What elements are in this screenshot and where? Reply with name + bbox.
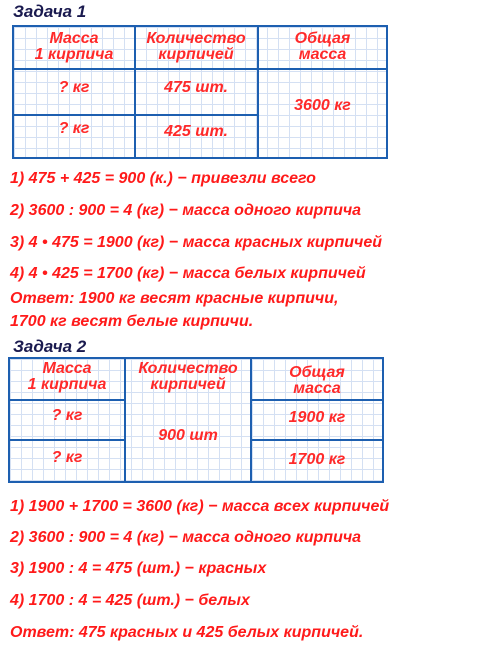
task1-table — [12, 25, 388, 159]
task1-header-count-line2: кирпичей — [158, 46, 234, 63]
task1-header-total-line2: масса — [298, 46, 347, 63]
task1-answer-line-2: 1700 кг весят белые кирпичи. — [10, 313, 254, 330]
task1-header-total-line1: Общая — [294, 30, 351, 47]
task2-header-count-line1: Количество — [138, 360, 238, 377]
task2-cell-mass-2: ? кг — [51, 449, 83, 466]
task2-cell-count: 900 шт — [158, 427, 218, 444]
task2-solution-step-4: 4) 1700 : 4 = 425 (шт.) − белых — [10, 592, 250, 609]
task2-table — [8, 357, 384, 483]
task1-header-total — [259, 31, 386, 63]
task2-cell-total-2: 1700 кг — [288, 451, 346, 468]
task1-header-mass-line2: 1 кирпича — [34, 46, 114, 63]
task2-header-total-line1: Общая — [289, 364, 345, 381]
task1-header-count — [135, 31, 257, 63]
task2-solution-step-1: 1) 1900 + 1700 = 3600 (кг) − масса всех кирпичей — [10, 498, 390, 515]
task2-header-count — [126, 361, 250, 393]
task2-divider — [10, 399, 124, 401]
task2-solution-step-3: 3) 1900 : 4 = 475 (шт.) − красных — [10, 560, 267, 577]
task1-divider — [14, 114, 257, 116]
task1-header-mass-line1: Масса — [49, 30, 99, 47]
task1-cell-mass-1: ? кг — [58, 79, 90, 96]
task2-cell-total-1: 1900 кг — [288, 409, 346, 426]
task2-solution-step-2: 2) 3600 : 900 = 4 (кг) − масса одного кирпича — [10, 529, 362, 546]
task2-header-mass-line1: Масса — [42, 360, 92, 377]
task2-divider — [250, 399, 382, 401]
task1-cell-count-2: 425 шт. — [164, 123, 228, 140]
task2-header-total — [252, 365, 382, 397]
task2-cell-mass-1: ? кг — [51, 407, 83, 424]
task2-title: Задача 2 — [13, 337, 87, 356]
task2-header-total-line2: масса — [293, 380, 341, 397]
task1-solution-step-4: 4) 4 • 425 = 1700 (кг) − масса белых кирпичей — [10, 265, 366, 282]
task2-header-mass-line2: 1 кирпича — [27, 376, 107, 393]
task1-cell-total: 3600 кг — [294, 97, 351, 114]
task2-header-mass — [10, 361, 124, 393]
task1-divider — [14, 68, 386, 70]
task1-solution-step-3: 3) 4 • 475 = 1900 (кг) − масса красных кирпичей — [10, 234, 382, 251]
task2-header-count-line2: кирпичей — [150, 376, 226, 393]
task1-cell-mass-2: ? кг — [58, 120, 90, 137]
task2-divider — [250, 439, 382, 441]
task1-solution-step-1: 1) 475 + 425 = 900 (к.) − привезли всего — [10, 170, 316, 187]
task2-divider — [10, 439, 124, 441]
task1-header-mass — [14, 31, 134, 63]
task1-answer-line-1: Ответ: 1900 кг весят красные кирпичи, — [10, 290, 339, 307]
task2-answer: Ответ: 475 красных и 425 белых кирпичей. — [10, 624, 364, 641]
task1-cell-count-1: 475 шт. — [164, 79, 228, 96]
task1-solution-step-2: 2) 3600 : 900 = 4 (кг) − масса одного кирпича — [10, 202, 362, 219]
task1-header-count-line1: Количество — [146, 30, 246, 47]
task1-title: Задача 1 — [13, 2, 87, 21]
